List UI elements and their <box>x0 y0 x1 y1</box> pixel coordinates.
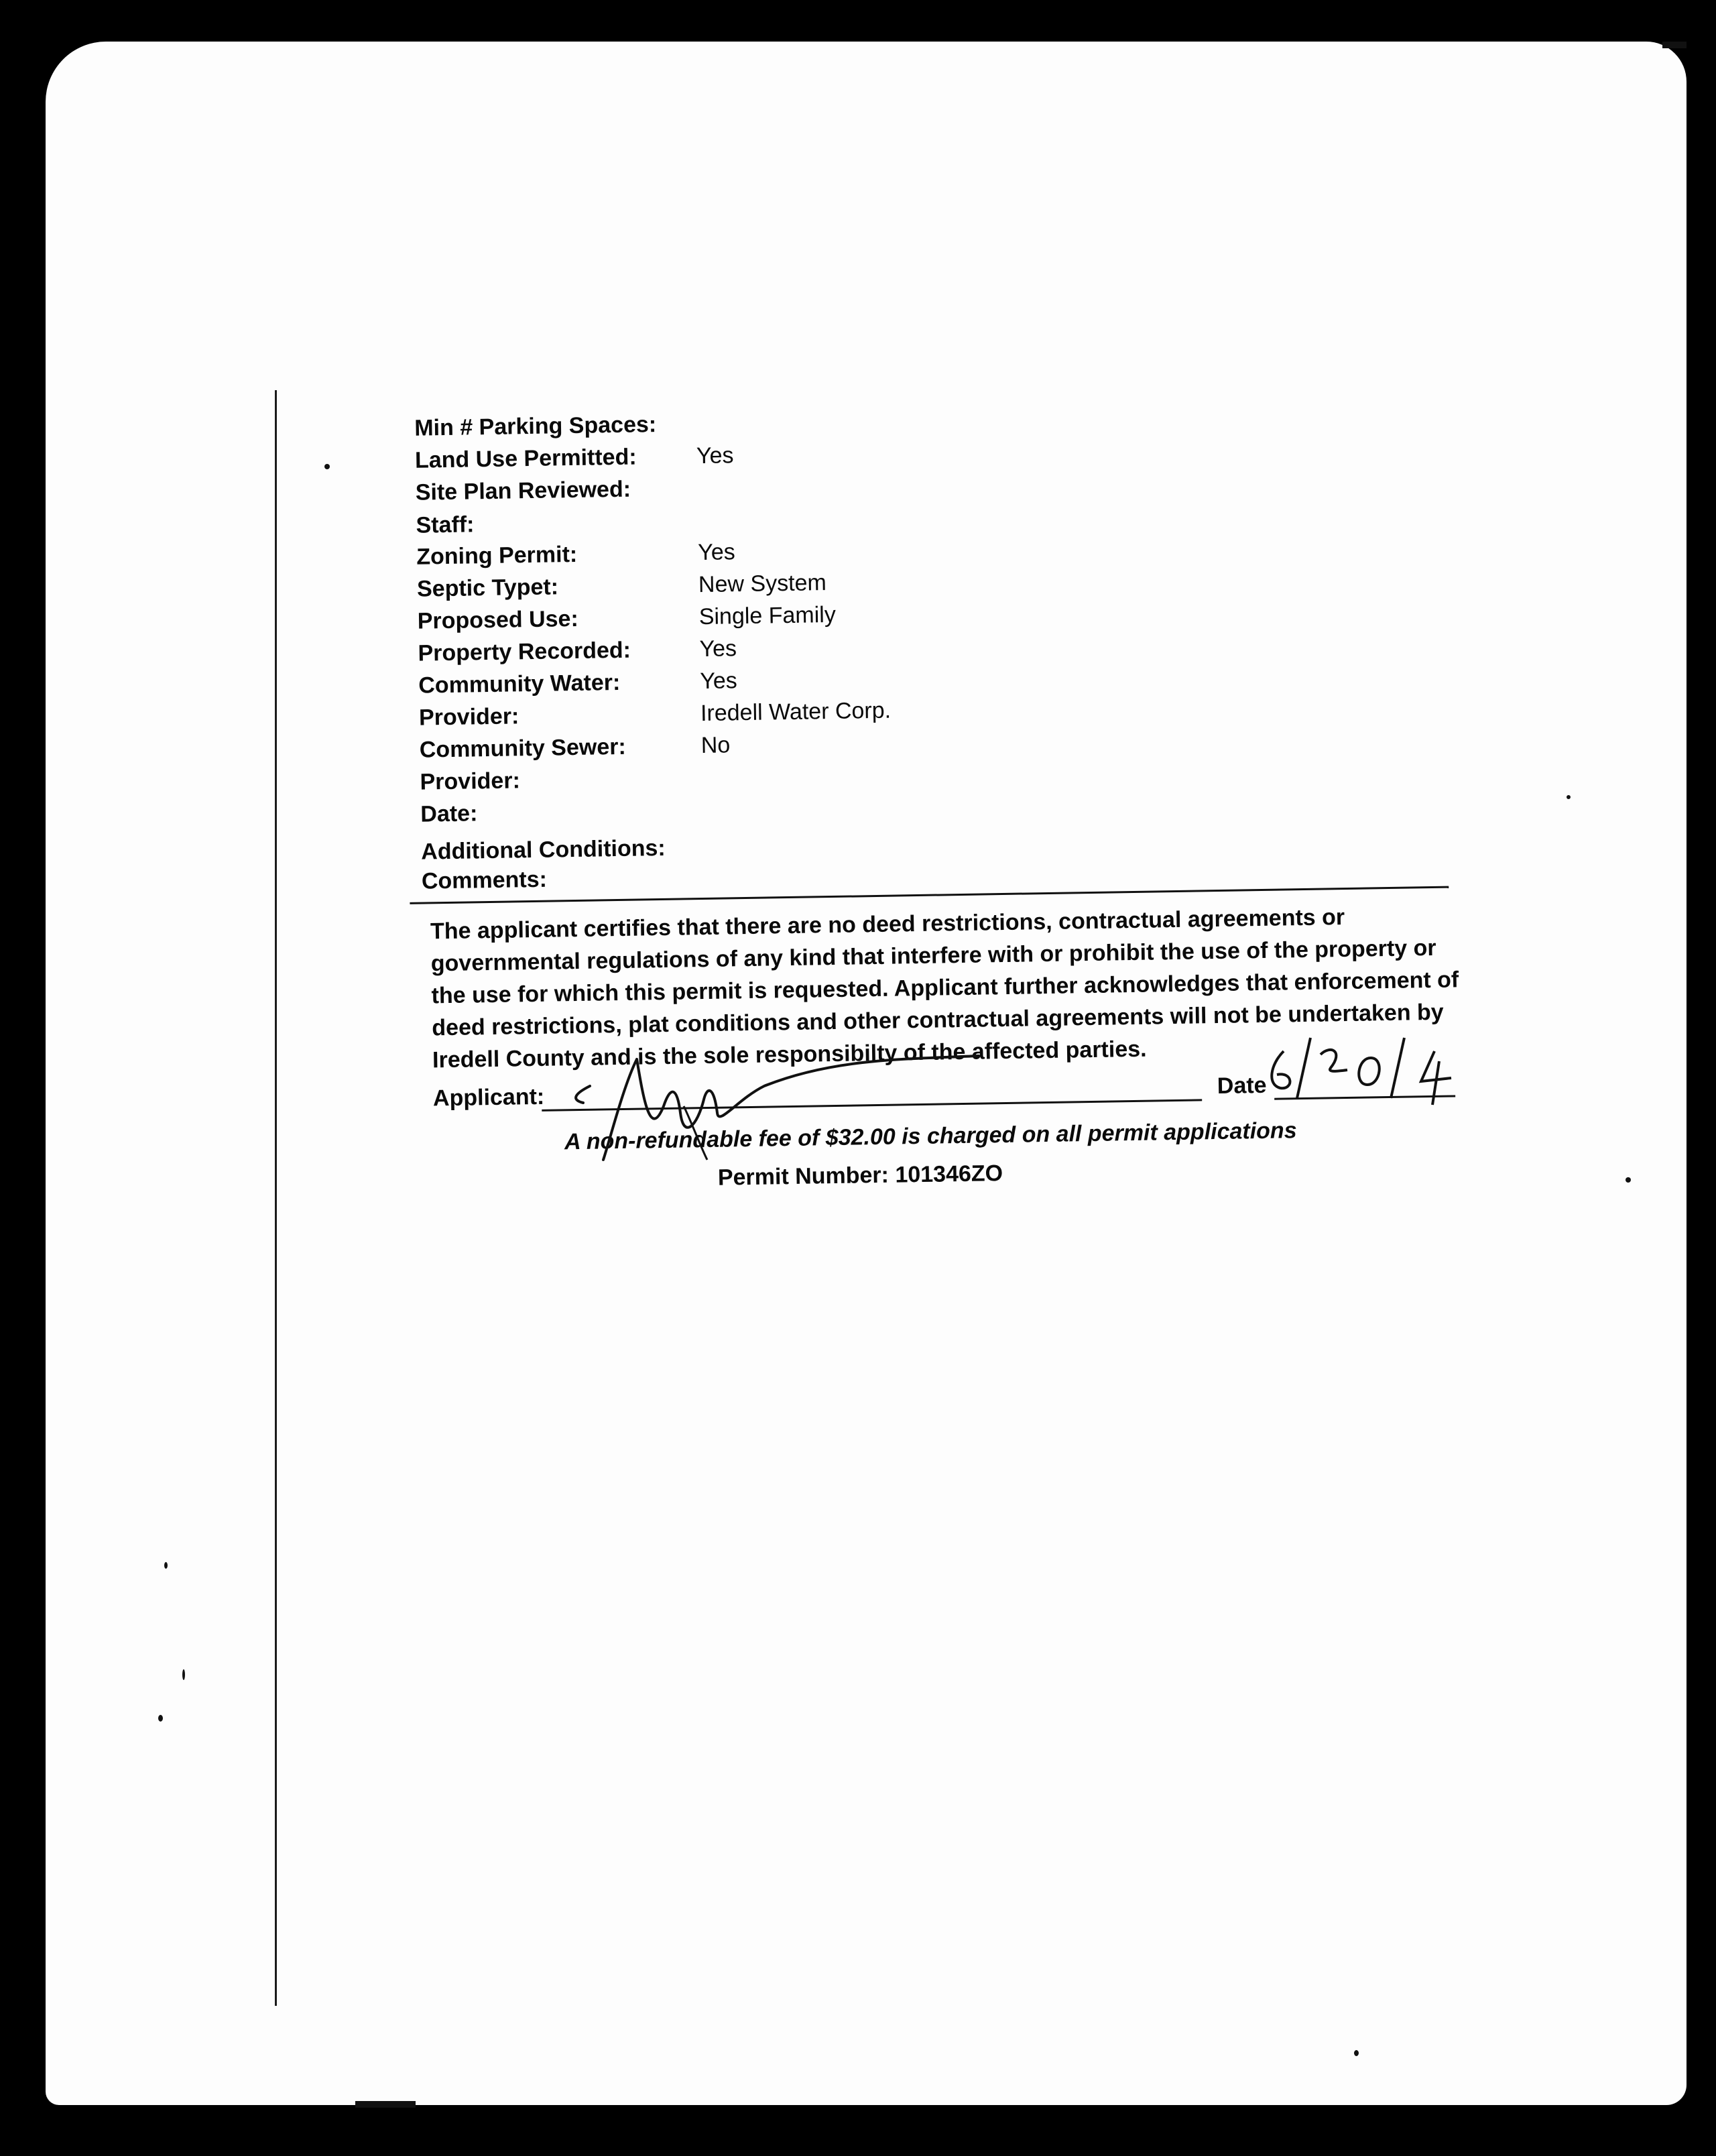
scan-speck <box>182 1669 185 1680</box>
scan-speck <box>158 1715 163 1722</box>
field-date <box>420 800 478 833</box>
certification-text: The applicant certifies that there are no deed restrictions, contractual agreements or governmental regulations of any kind that interfere with or prohibit the use of the property or the use for which this permit is requested. Applicant further acknowledges that enforcement of deed restrictions, plat conditions and other contractual agreements will not be undertaken by Iredell County and is the sole responsibilty of the affected parties. <box>430 904 1459 1073</box>
field-community-water <box>418 668 738 704</box>
field-label: Septic Typet: <box>416 574 559 602</box>
field-water-provider <box>418 697 892 736</box>
field-value: Yes <box>699 668 738 695</box>
scan-speck <box>1626 1177 1631 1183</box>
field-value: Single Family <box>698 601 837 630</box>
scan-speck <box>324 464 330 469</box>
field-label: Community Water: <box>418 669 621 699</box>
field-label: Date: <box>420 800 478 827</box>
scan-speck <box>164 1562 168 1569</box>
field-value: Yes <box>699 636 737 662</box>
field-label: Staff: <box>416 512 475 538</box>
field-label: Zoning Permit: <box>416 541 578 570</box>
field-value: No <box>700 732 731 759</box>
field-label: Comments: <box>421 866 548 894</box>
field-septic-type <box>416 570 827 607</box>
field-label: Provider: <box>420 768 521 795</box>
fee-note: A non-refundable fee of $32.00 is charged on all permit applications <box>564 1118 1297 1155</box>
permit-number-label: Permit Number: <box>717 1162 890 1191</box>
applicant-label: Applicant: <box>432 1083 545 1112</box>
field-label: Additional Conditions: <box>420 835 666 865</box>
field-label: Site Plan Reviewed: <box>415 476 631 505</box>
handwritten-date <box>1264 1031 1465 1112</box>
field-min-parking-spaces <box>414 412 657 446</box>
field-value: Yes <box>696 442 734 469</box>
scan-edge-mark <box>1662 42 1687 48</box>
applicant-signature <box>563 1046 992 1180</box>
date-label: Date <box>1217 1072 1267 1099</box>
field-zoning-permit <box>416 539 736 575</box>
field-label: Min # Parking Spaces: <box>414 412 657 441</box>
scan-speck <box>1567 795 1571 799</box>
field-value: Yes <box>697 539 736 566</box>
field-additional-conditions <box>420 835 666 870</box>
field-value: New System <box>698 570 827 598</box>
field-label: Community Sewer: <box>419 733 627 763</box>
field-value: Iredell Water Corp. <box>700 697 892 727</box>
field-label: Proposed Use: <box>417 605 579 634</box>
field-label: Provider: <box>418 703 519 731</box>
field-label: Land Use Permitted: <box>414 444 637 473</box>
field-land-use-permitted <box>414 442 734 479</box>
scan-edge-mark <box>355 2101 416 2108</box>
scan-speck <box>1354 2050 1359 2056</box>
permit-number-value: 101346ZO <box>895 1160 1003 1188</box>
field-label: Property Recorded: <box>418 637 631 666</box>
left-frame-line <box>275 390 277 2006</box>
